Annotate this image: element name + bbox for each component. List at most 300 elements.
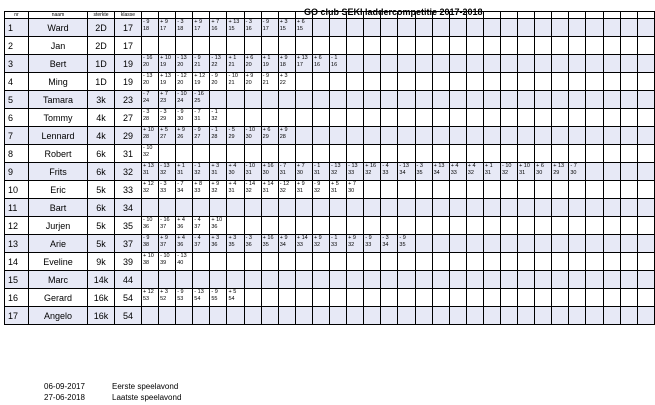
footer-label: Laatste speelavond [112, 393, 182, 402]
game-cell [261, 73, 278, 91]
game-cell [227, 253, 244, 271]
game-cell [620, 145, 637, 163]
game-cell [142, 91, 159, 109]
game-result: + 9 [194, 19, 203, 25]
game-cell [586, 253, 603, 271]
game-cell [620, 109, 637, 127]
header-game-cell [415, 12, 432, 19]
game-cell [159, 289, 176, 307]
player-name: Arie [29, 235, 88, 253]
game-result: + 10 [160, 55, 171, 61]
header-nr: nr [5, 12, 29, 19]
game-class: 33 [450, 170, 457, 176]
game-cell [483, 199, 500, 217]
game-result: - 1 [194, 163, 201, 169]
game-cell [295, 145, 312, 163]
player-nr: 2 [5, 37, 29, 55]
game-class: 20 [143, 80, 150, 86]
game-result: + 4 [177, 235, 185, 241]
game-cell [347, 217, 364, 235]
game-cell [364, 145, 381, 163]
game-class: 31 [262, 188, 269, 194]
game-cell [142, 217, 159, 235]
game-class: 15 [279, 26, 286, 32]
game-cell [620, 37, 637, 55]
game-result: - 9 [365, 235, 372, 241]
game-class: 28 [279, 134, 286, 140]
game-result: + 13 [433, 163, 445, 169]
game-class: 15 [228, 26, 235, 32]
game-class: 16 [211, 26, 218, 32]
footer-line [44, 381, 181, 392]
game-cell [603, 37, 620, 55]
game-cell [330, 163, 347, 181]
game-cell [569, 73, 586, 91]
game-class: 20 [245, 62, 252, 68]
game-cell [330, 307, 347, 325]
player-class: 34 [115, 199, 142, 217]
game-cell [261, 163, 278, 181]
game-cell [483, 163, 500, 181]
player-row [5, 271, 655, 289]
game-cell [466, 109, 483, 127]
game-class: 26 [177, 134, 184, 140]
game-class: 31 [194, 116, 201, 122]
game-cell [518, 109, 535, 127]
game-class: 27 [160, 134, 167, 140]
player-name: Bert [29, 55, 88, 73]
game-cell [415, 307, 432, 325]
game-cell [227, 37, 244, 55]
game-cell [535, 127, 552, 145]
game-result: + 12 [143, 181, 154, 187]
player-nr: 11 [5, 199, 29, 217]
game-cell [330, 19, 347, 37]
game-cell [142, 307, 159, 325]
header-game-cell [159, 12, 176, 19]
game-cell [535, 253, 552, 271]
game-cell [193, 217, 210, 235]
player-name: Robert [29, 145, 88, 163]
player-nr: 3 [5, 55, 29, 73]
game-cell [483, 127, 500, 145]
game-cell [142, 235, 159, 253]
game-cell [569, 253, 586, 271]
game-result: - 9 [211, 289, 218, 295]
game-cell [364, 127, 381, 145]
player-nr: 5 [5, 91, 29, 109]
game-result: + 7 [348, 181, 356, 187]
game-cell [210, 127, 227, 145]
game-cell [620, 163, 637, 181]
game-result: + 3 [228, 235, 237, 241]
game-cell [142, 271, 159, 289]
game-result: + 4 [228, 163, 237, 169]
player-row [5, 289, 655, 307]
player-name: Jurjen [29, 217, 88, 235]
game-cell [312, 217, 329, 235]
game-class: 31 [245, 170, 252, 176]
game-cell [586, 235, 603, 253]
game-result: - 9 [313, 181, 321, 187]
header-game-cell [142, 12, 159, 19]
game-class: 31 [296, 188, 303, 194]
game-cell [603, 145, 620, 163]
game-class: 38 [143, 242, 150, 248]
game-cell [620, 55, 637, 73]
game-class: 39 [160, 260, 167, 266]
game-cell [159, 37, 176, 55]
game-class: 32 [313, 242, 321, 248]
game-cell [244, 91, 261, 109]
game-cell [176, 55, 193, 73]
player-row [5, 109, 655, 127]
game-result: + 4 [450, 163, 459, 169]
player-strength: 3k [88, 91, 115, 109]
game-cell [398, 235, 415, 253]
game-result: - 1 [331, 55, 338, 61]
header-naam: naam [29, 12, 88, 19]
game-result: + 9 [160, 235, 168, 241]
game-class: 37 [194, 242, 201, 248]
game-result: - 13 [348, 163, 358, 169]
game-cell [261, 235, 278, 253]
header-game-cell [483, 12, 500, 19]
game-cell [176, 19, 193, 37]
game-cell [159, 271, 176, 289]
game-cell [244, 271, 261, 289]
header-game-cell [261, 12, 278, 19]
game-cell [244, 307, 261, 325]
game-cell [227, 73, 244, 91]
game-cell [227, 127, 244, 145]
game-cell [620, 271, 637, 289]
game-class: 29 [262, 134, 269, 140]
game-cell [210, 217, 227, 235]
game-cell [466, 145, 483, 163]
game-result: - 4 [194, 235, 201, 241]
game-cell [193, 37, 210, 55]
game-cell [518, 307, 535, 325]
game-cell [330, 73, 347, 91]
game-cell [159, 253, 176, 271]
game-cell [330, 109, 347, 127]
game-cell [347, 163, 364, 181]
player-strength: 14k [88, 271, 115, 289]
game-cell [347, 127, 364, 145]
game-result: - 13 [399, 163, 409, 169]
game-cell [603, 19, 620, 37]
game-cell [483, 55, 500, 73]
game-cell [415, 163, 432, 181]
game-cell [176, 271, 193, 289]
game-class: 37 [194, 224, 201, 230]
game-cell [415, 271, 432, 289]
game-cell [347, 235, 364, 253]
game-cell [278, 145, 295, 163]
game-cell [227, 289, 244, 307]
game-cell [227, 217, 244, 235]
game-class: 30 [245, 134, 252, 140]
game-cell [193, 73, 210, 91]
game-cell [518, 127, 535, 145]
game-result: + 9 [160, 19, 168, 25]
game-cell [586, 19, 603, 37]
game-result: + 6 [313, 55, 322, 61]
game-cell [364, 163, 381, 181]
game-cell [142, 37, 159, 55]
game-cell [398, 181, 415, 199]
game-result: - 16 [143, 55, 153, 61]
game-cell [381, 199, 398, 217]
game-cell [244, 253, 261, 271]
game-cell [193, 19, 210, 37]
game-result: - 13 [194, 289, 204, 295]
game-cell [415, 37, 432, 55]
game-cell [518, 235, 535, 253]
game-cell [637, 91, 654, 109]
game-class: 35 [228, 242, 235, 248]
game-cell [586, 181, 603, 199]
game-cell [278, 73, 295, 91]
game-class: 31 [331, 188, 338, 194]
game-cell [176, 145, 193, 163]
game-cell [381, 145, 398, 163]
player-row [5, 163, 655, 181]
game-cell [449, 109, 466, 127]
game-cell [466, 91, 483, 109]
header-game-cell [569, 12, 586, 19]
header-game-cell [500, 12, 517, 19]
game-result: + 13 [553, 163, 565, 169]
game-cell [398, 73, 415, 91]
game-cell [620, 19, 637, 37]
game-cell [364, 19, 381, 37]
player-strength: 6k [88, 163, 115, 181]
game-cell [415, 289, 432, 307]
game-class: 18 [279, 62, 286, 68]
game-cell [620, 253, 637, 271]
game-cell [466, 199, 483, 217]
game-result: - 5 [228, 127, 235, 133]
game-cell [518, 253, 535, 271]
game-class: 37 [160, 242, 167, 248]
game-cell [244, 181, 261, 199]
game-cell [518, 199, 535, 217]
game-cell [552, 271, 569, 289]
game-cell [620, 217, 637, 235]
game-result: - 4 [194, 217, 201, 223]
game-cell [518, 181, 535, 199]
game-result: + 1 [228, 55, 237, 61]
game-cell [142, 289, 159, 307]
game-cell [552, 199, 569, 217]
game-cell [227, 199, 244, 217]
game-cell [176, 235, 193, 253]
game-cell [227, 271, 244, 289]
header-game-cell [295, 12, 312, 19]
game-class: 54 [194, 296, 201, 302]
game-result: - 10 [143, 217, 153, 223]
game-result: - 7 [570, 163, 577, 169]
game-cell [312, 307, 329, 325]
game-cell [295, 199, 312, 217]
player-row [5, 37, 655, 55]
game-cell [278, 91, 295, 109]
game-cell [518, 145, 535, 163]
player-strength: 4k [88, 109, 115, 127]
game-cell [312, 199, 329, 217]
game-class: 36 [245, 242, 252, 248]
game-cell [603, 199, 620, 217]
game-cell [278, 163, 295, 181]
game-class: 17 [194, 26, 201, 32]
game-result: + 5 [228, 289, 237, 295]
game-cell [483, 271, 500, 289]
game-cell [466, 235, 483, 253]
game-result: - 9 [262, 73, 270, 79]
game-cell [603, 271, 620, 289]
game-cell [415, 19, 432, 37]
game-class: 31 [143, 170, 150, 176]
game-cell [347, 19, 364, 37]
game-cell [159, 217, 176, 235]
game-cell [142, 253, 159, 271]
game-cell [518, 217, 535, 235]
game-cell [193, 181, 210, 199]
game-cell [193, 271, 210, 289]
game-result: + 16 [262, 235, 274, 241]
game-cell [398, 145, 415, 163]
game-cell [312, 163, 329, 181]
game-cell [261, 253, 278, 271]
game-cell [518, 91, 535, 109]
game-class: 34 [382, 242, 389, 248]
player-class: 35 [115, 217, 142, 235]
game-class: 22 [279, 80, 286, 86]
game-result: - 9 [194, 127, 201, 133]
game-cell [364, 109, 381, 127]
game-result: + 9 [177, 127, 185, 133]
game-cell [415, 91, 432, 109]
game-cell [278, 37, 295, 55]
game-cell [142, 55, 159, 73]
game-cell [620, 199, 637, 217]
game-result: - 10 [501, 163, 512, 169]
game-cell [398, 127, 415, 145]
game-cell [569, 37, 586, 55]
game-cell [398, 109, 415, 127]
game-result: + 10 [211, 217, 223, 223]
game-cell [364, 235, 381, 253]
game-class: 30 [536, 170, 543, 176]
game-class: 33 [331, 242, 338, 248]
game-cell [278, 289, 295, 307]
game-class: 33 [382, 170, 389, 176]
game-class: 32 [313, 188, 321, 194]
game-result: + 1 [177, 163, 185, 169]
game-cell [535, 307, 552, 325]
game-result: - 16 [194, 91, 204, 97]
game-cell [569, 199, 586, 217]
game-cell [398, 19, 415, 37]
game-cell [603, 217, 620, 235]
game-cell [295, 163, 312, 181]
game-class: 30 [228, 170, 235, 176]
player-class: 23 [115, 91, 142, 109]
game-cell [535, 37, 552, 55]
game-class: 21 [228, 80, 235, 86]
player-class: 37 [115, 235, 142, 253]
game-cell [483, 109, 500, 127]
game-cell [552, 73, 569, 91]
game-cell [586, 37, 603, 55]
game-result: - 3 [160, 109, 167, 115]
game-cell [312, 91, 329, 109]
game-cell [210, 271, 227, 289]
game-cell [244, 199, 261, 217]
game-result: + 1 [262, 55, 271, 61]
game-cell [227, 109, 244, 127]
header-game-cell [312, 12, 329, 19]
game-cell [569, 307, 586, 325]
game-class: 32 [194, 170, 201, 176]
game-cell [261, 217, 278, 235]
game-cell [381, 289, 398, 307]
game-cell [159, 73, 176, 91]
game-cell [620, 235, 637, 253]
game-result: - 7 [279, 163, 287, 169]
player-name: Marc [29, 271, 88, 289]
game-class: 33 [365, 242, 372, 248]
player-name: Eveline [29, 253, 88, 271]
game-cell [398, 289, 415, 307]
game-cell [193, 307, 210, 325]
game-cell [449, 289, 466, 307]
game-result: - 12 [279, 181, 290, 187]
game-cell [364, 181, 381, 199]
game-cell [330, 217, 347, 235]
game-class: 32 [143, 152, 150, 158]
game-cell [210, 55, 227, 73]
game-cell [432, 91, 449, 109]
player-name: Ward [29, 19, 88, 37]
game-cell [569, 55, 586, 73]
game-cell [142, 181, 159, 199]
game-cell [295, 55, 312, 73]
game-result: - 9 [143, 235, 150, 241]
game-cell [432, 73, 449, 91]
game-cell [449, 307, 466, 325]
game-result: + 14 [262, 181, 274, 187]
game-class: 32 [143, 188, 150, 194]
game-cell [261, 307, 278, 325]
game-class: 32 [279, 188, 286, 194]
game-cell [278, 217, 295, 235]
header-row [5, 12, 655, 19]
game-cell [278, 271, 295, 289]
player-name: Angelo [29, 307, 88, 325]
game-result: - 13 [177, 55, 187, 61]
game-cell [586, 55, 603, 73]
game-cell [193, 253, 210, 271]
game-cell [449, 199, 466, 217]
game-cell [432, 271, 449, 289]
game-cell [295, 91, 312, 109]
game-class: 21 [228, 62, 235, 68]
game-cell [330, 199, 347, 217]
game-cell [415, 253, 432, 271]
